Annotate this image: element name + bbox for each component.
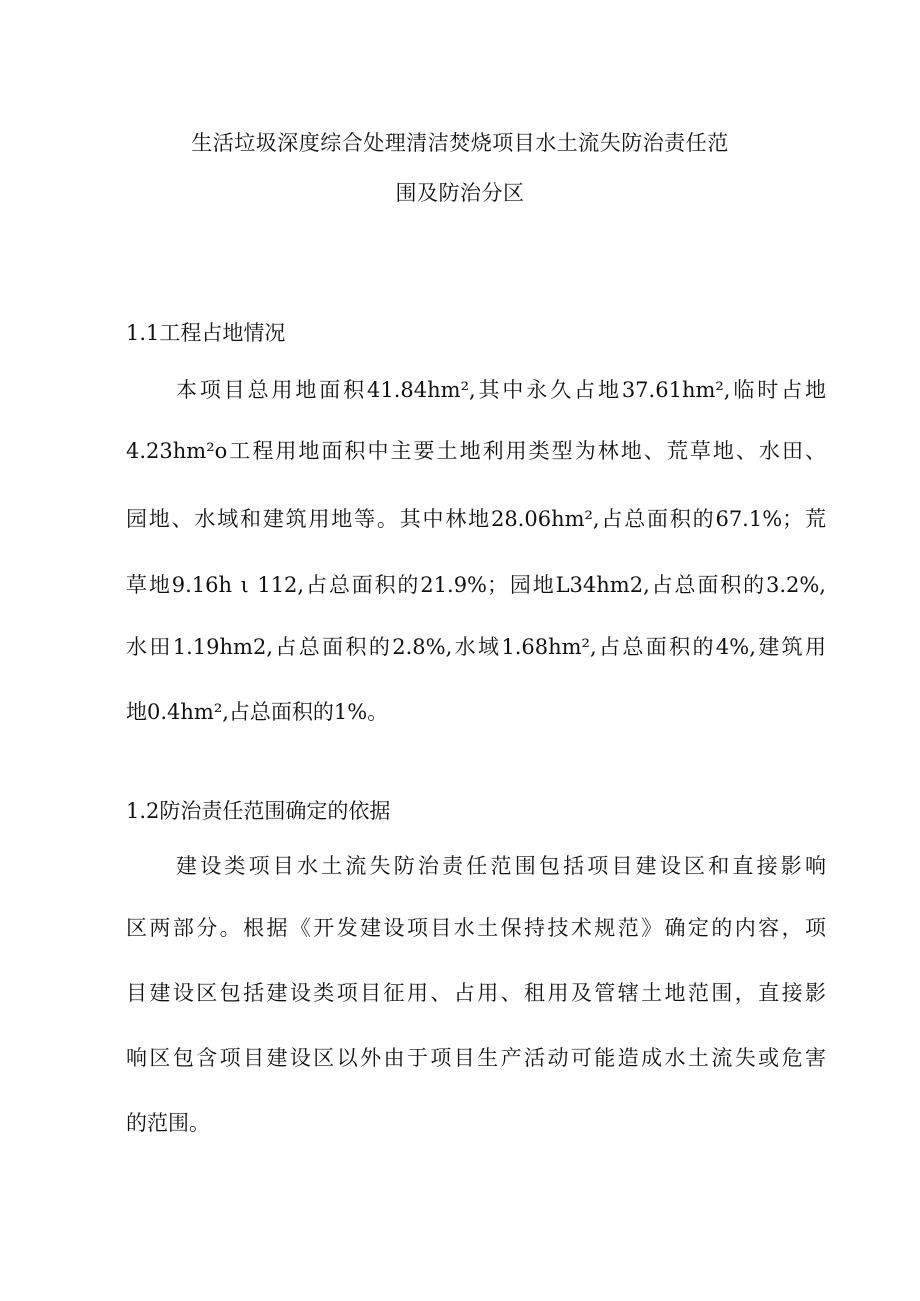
section-heading-1-1: 1.1工程占地情况	[126, 321, 286, 345]
paragraph-line: 建设类项目水土流失防治责任范围包括项目建设区和直接影响	[176, 854, 826, 878]
paragraph-line: 目建设区包括建设类项目征用、占用、租用及管辖土地范围，直接影	[126, 981, 826, 1005]
paragraph-line: 的范围。	[126, 1111, 210, 1135]
document-title-line-1: 生活垃圾深度综合处理清洁焚烧项目水土流失防治责任范	[191, 131, 729, 155]
section-heading-1-2: 1.2防治责任范围确定的依据	[126, 799, 391, 823]
paragraph-line: 响区包含项目建设区以外由于项目生产活动可能造成水土流失或危害	[126, 1046, 826, 1070]
paragraph-line: 水田1.19hm2,占总面积的2.8%,水域1.68hm²,占总面积的4%,建筑用	[126, 635, 826, 659]
paragraph-line: 区两部分。根据《开发建设项目水土保持技术规范》确定的内容，项	[126, 916, 826, 940]
paragraph-line: 草地9.16h ι 112,占总面积的21.9%；园地L34hm2,占总面积的3.2%,	[126, 573, 826, 597]
paragraph-line: 地0.4hm²,占总面积的1%。	[126, 700, 389, 724]
paragraph-line: 本项目总用地面积41.84hm²,其中永久占地37.61hm²,临时占地	[176, 378, 826, 402]
paragraph-line: 4.23hm²o工程用地面积中主要土地利用类型为林地、荒草地、水田、	[126, 439, 826, 463]
document-title-line-2: 围及防治分区	[395, 181, 525, 205]
paragraph-line: 园地、水域和建筑用地等。其中林地28.06hm²,占总面积的67.1%；荒	[126, 507, 826, 531]
